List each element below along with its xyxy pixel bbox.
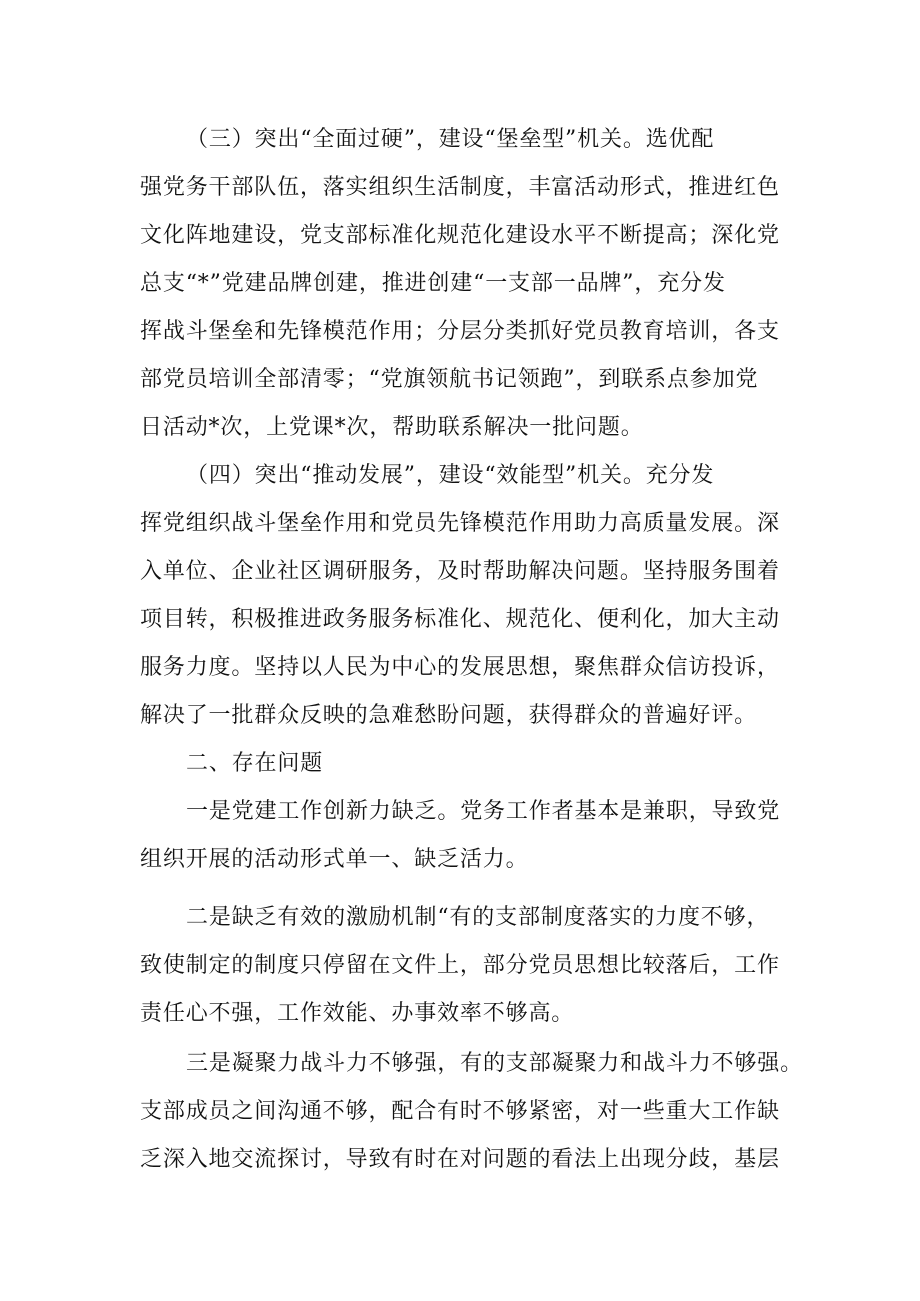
paragraph-problem-three (140, 1040, 820, 1184)
text-line: 总支“*”党建品牌创建，推进创建“一支部一品牌”，充分发 (140, 271, 726, 296)
text-line: 项目转，积极推进政务服务标准化、规范化、便利化，加大主动 (140, 607, 780, 632)
paragraph-section-four (140, 452, 820, 740)
text-line: 解决了一批群众反映的急难愁盼问题，获得群众的普遍好评。 (140, 703, 757, 728)
section-heading (140, 740, 820, 788)
text-line: （三）突出“全面过硬”，建设“堡垒型”机关。选优配 (186, 127, 715, 152)
section-heading-text: 二、存在问题 (186, 751, 324, 776)
text-line: 一是党建工作创新力缺乏。党务工作者基本是兼职，导致党 (186, 799, 781, 824)
text-line: 组织开展的活动形式单一、缺乏活力。 (140, 847, 529, 872)
text-line: 部党员培训全部清零；“党旗领航书记领跑”，到联系点参加党 (140, 367, 759, 392)
text-line: 支部成员之间沟通不够，配合有时不够紧密，对一些重大工作缺 (140, 1099, 780, 1124)
text-line: 责任心不强，工作效能、办事效率不够高。 (140, 1001, 575, 1026)
text-line: 入单位、企业社区调研服务，及时帮助解决问题。坚持服务围着 (140, 559, 780, 584)
text-line: （四）突出“推动发展”，建设“效能型”机关。充分发 (186, 463, 715, 488)
text-line: 服务力度。坚持以人民为中心的发展思想，聚焦群众信访投诉， (140, 655, 780, 680)
text-line: 二是缺乏有效的激励机制“有的支部制度落实的力度不够， (186, 905, 770, 930)
paragraph-problem-two (140, 894, 820, 1038)
text-line: 三是凝聚力战斗力不够强，有的支部凝聚力和战斗力不够强。 (186, 1051, 803, 1076)
text-line: 日活动*次，上党课*次，帮助联系解决一批问题。 (140, 415, 644, 440)
paragraph-section-three (140, 116, 820, 452)
document-page (140, 116, 820, 1184)
text-line: 致使制定的制度只停留在文件上，部分党员思想比较落后，工作 (140, 953, 780, 978)
text-line: 文化阵地建设，党支部标准化规范化建设水平不断提高；深化党 (140, 223, 780, 248)
text-line: 乏深入地交流探讨，导致有时在对问题的看法上出现分歧，基层 (140, 1147, 780, 1172)
text-line: 强党务干部队伍，落实组织生活制度，丰富活动形式，推进红色 (140, 175, 780, 200)
paragraph-problem-one (140, 788, 820, 884)
text-line: 挥战斗堡垒和先锋模范作用；分层分类抓好党员教育培训，各支 (140, 319, 780, 344)
text-line: 挥党组织战斗堡垒作用和党员先锋模范作用助力高质量发展。深 (140, 511, 780, 536)
